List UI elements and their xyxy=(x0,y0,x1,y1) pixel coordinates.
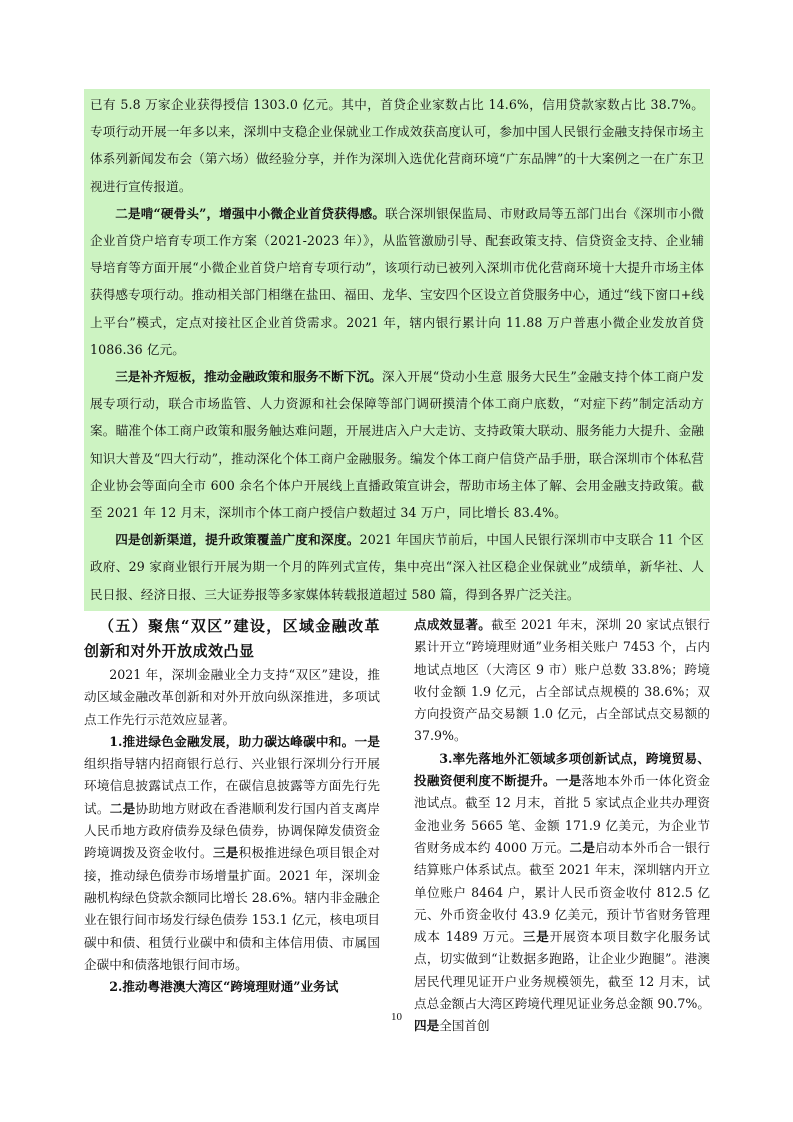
box-paragraph-1: 已有 5.8 万家企业获得授信 1303.0 亿元。其中，首贷企业家数占比 14.6%，信用贷款家数占比 38.7%。专项行动开展一年多以来，深圳中支稳企业保就业工作成效获高度认可，参加中国人民银行金融支持保市场主体系列新闻发布会（第六场）做经验分享，并作为深圳入选优化营商环境“广东品牌”的十大案例之一在广东卫视进行宣传报道。 xyxy=(90,97,704,194)
subsection-2-body xyxy=(414,614,710,748)
right-column xyxy=(414,614,710,1038)
item-c-lead: 三是 xyxy=(522,929,550,945)
item-1-text: 组织指导辖内招商银行总行、兴业银行深圳分行开展环境信息披露试点工作，在碳信息披露等方面先行先试。 xyxy=(84,756,380,816)
section-intro: 2021 年，深圳金融业全力支持“双区”建设，推动区域金融改革创新和对外开放向纵深推进，多项试点工作先行示范效应显著。 xyxy=(84,667,380,727)
page-number: 10 xyxy=(391,1011,402,1023)
item-b-text: 启动本外币合一银行结算账户体系试点。截至 2021 年末，深圳辖内开立单位账户 8464 户，累计人民币资金收付 812.5 亿元、外币资金收付 43.9 亿美元，预计节省财务管理成本 1489 万元。 xyxy=(414,839,711,945)
item-b-lead: 二是 xyxy=(569,839,596,855)
section-heading: （五）聚焦“双区”建设，区域金融改革创新和对外开放成效凸显 xyxy=(84,617,380,660)
box-paragraph-4 xyxy=(90,526,704,608)
box-paragraph-2-text: 联合深圳银保监局、市财政局等五部门出台《深圳市小微企业首贷户培育专项工作方案（2021-2023 年）》，从监管激励引导、配套政策支持、信贷资金支持、企业辅导培育等方面开展“小微企业首贷户培育专项行动”，该项行动已被列入深圳市优化营商环境十大提升市场主体获得感专项行动。推动相关部门相继在盐田、福田、龙华、宝安四个区设立首贷服务中心，通过“线下窗口+线上平台”模式，定点对接社区企业首贷需求。2021 年，辖内银行累计向 11.88 万户普惠小微企业发放首贷 1086.36 亿元。 xyxy=(90,205,704,357)
left-column xyxy=(84,614,380,998)
item-d-lead: 四是 xyxy=(414,1018,440,1034)
item-1-lead: 一是 xyxy=(354,733,380,749)
box-paragraph-2-lead: 二是啃“硬骨头”，增强中小微企业首贷获得感。 xyxy=(115,205,386,221)
box-paragraph-4-lead: 四是创新渠道，提升政策覆盖广度和深度。 xyxy=(115,532,360,548)
item-2-text: 协助地方财政在香港顺利发行国内首支离岸人民币地方政府债券及绿色债券，协调保障发债资金跨境调拨及资金收付。 xyxy=(84,800,381,861)
box-paragraph-3-text: 深入开展“贷动小生意 服务大民生”金融支持个体工商户发展专项行动，联合市场监管、人力资源和社会保障等部门调研摸清个体工商户底数，“对症下药”制定活动方案。瞄准个体工商户政策和服务触达难问题，开展进店入户大走访、支持政策大联动、服务能力大提升、金融知识大普及“四大行动”，推动深化个体工商户金融服务。编发个体工商户信贷产品手册，联合深圳市个体私营企业协会等面向全市 600 余名个体户开展线上直播政策宣讲会，帮助市场主体了解、会用金融支持政策。截至 2021 年 12 月末，深圳市个体工商户授信户数超过 34 万户，同比增长 83.4%。 xyxy=(90,369,704,521)
subsection-2-title-end: 点成效显著。 xyxy=(414,617,492,632)
box-paragraph-4-text: 2021 年国庆节前后，中国人民银行深圳市中支联合 11 个区政府、29 家商业银行开展为期一个月的阵列式宣传，集中亮出“深入社区稳企业保就业”成绩单，新华社、人民日报、经济日报、三大证券报等多家媒体转载报道超过 580 篇，得到各界广泛关注。 xyxy=(90,532,705,602)
subsection-2-title xyxy=(84,976,380,998)
highlighted-section xyxy=(84,89,710,611)
subsection-2-text: 截至 2021 年末，深圳 20 家试点银行累计开立“跨境理财通”业务相关账户 7453 个，占内地试点地区（大湾区 9 市）账户总数 33.8%；跨境收付金额 1.9 亿元，占全部试点规模的 38.6%；双方向投资产品交易额 1.0 亿元，占全部试点交易额的 37.9%。 xyxy=(414,617,711,744)
item-3-text: 积极推进绿色项目银企对接，推动绿色债券市场增量扩面。2021 年，深圳金融机构绿色贷款余额同比增长 28.6%。辖内非金融企业在银行间市场发行绿色债券 153.1 亿元，核电项目碳中和债、租赁行业碳中和债和主体信用债、市属国企碳中和债落地银行间市场。 xyxy=(84,845,381,972)
subsection-3 xyxy=(414,748,710,1038)
subsection-1-title: 1.推进绿色金融发展，助力碳达峰碳中和。 xyxy=(109,733,355,749)
box-paragraph-2 xyxy=(90,200,704,363)
subsection-1 xyxy=(84,731,380,976)
box-paragraph-3 xyxy=(90,363,704,526)
subsection-3-title: 3.率先落地外汇领域多项创新试点，跨境贸易、投融资便利度不断提升。 xyxy=(414,750,710,789)
item-d-text: 全国首创 xyxy=(439,1018,490,1034)
subsection-2-title-start: 2.推动粤港澳大湾区“跨境理财通”业务试 xyxy=(109,979,339,995)
box-paragraph-3-lead: 三是补齐短板，推动金融政策和服务不断下沉。 xyxy=(115,369,382,385)
item-a-lead: 一是 xyxy=(555,773,582,789)
item-3-lead: 三是 xyxy=(212,845,239,861)
item-2-lead: 二是 xyxy=(109,800,136,816)
item-a-text: 落地本外币一体化资金池试点。截至 12 月末，首批 5 家试点企业共办理资金池业务 5665 笔、金额 171.9 亿美元，为企业节省财务成本约 4000 万元。 xyxy=(414,773,711,855)
item-c-text: 开展资本项目数字化服务试点，切实做到“让数据多跑路，让企业少跑腿”。港澳居民代理见证开户业务规模领先，截至 12 月末，试点总金额占大湾区跨境代理见证业务总金额 90.7%。 xyxy=(414,929,711,1012)
